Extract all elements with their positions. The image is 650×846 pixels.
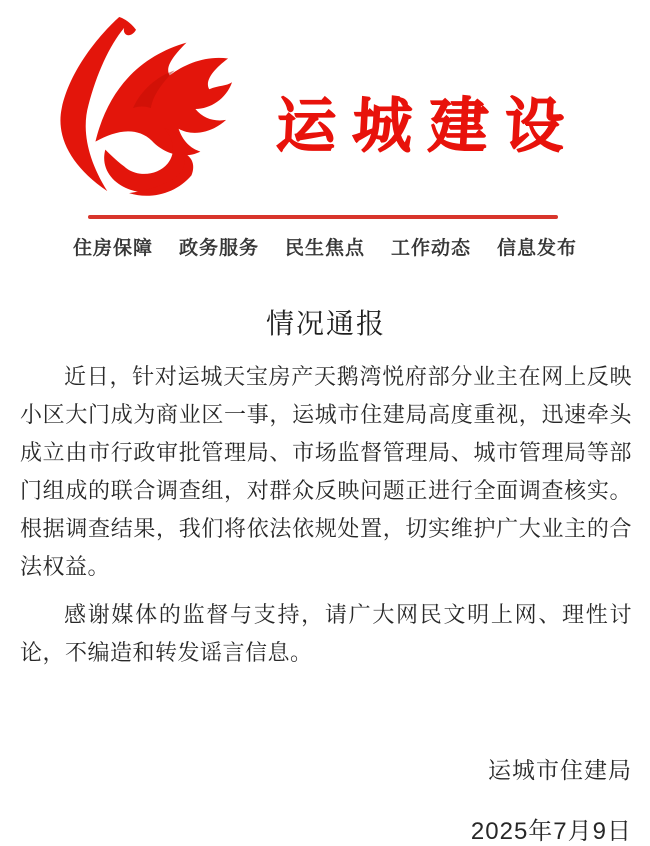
notice-signature: 运城市住建局 (488, 757, 632, 783)
nav-item-information-release[interactable]: 信息发布 (497, 238, 578, 259)
phoenix-ribbon-logo-icon (38, 12, 236, 208)
nav-item-work-updates[interactable]: 工作动态 (391, 238, 472, 259)
notice-date: 2025年7月9日 (470, 818, 632, 845)
nav-item-government-services[interactable]: 政务服务 (178, 238, 259, 259)
nav-item-livelihood-focus[interactable]: 民生焦点 (284, 238, 365, 259)
notice-title: 情况通报 (265, 308, 386, 339)
masthead (0, 0, 650, 266)
red-divider-line (88, 215, 558, 219)
brand-title: 运城建设 (274, 92, 582, 159)
notice-paragraph-1: 近日，针对运城天宝房产天鹅湾悦府部分业主在网上反映小区大门成为商业区一事，运城市住建局高度重视，迅速牵头成立由市行政审批管理局、市场监督管理局、城市管理局等部门组成的联合调查组，对群众反映问题正进行全面调查核实。根据调查结果，我们将依法依规处置，切实维护广大业主的合法权益。 (20, 364, 632, 579)
notice-body (0, 302, 650, 846)
main-nav (0, 233, 650, 260)
notice-paragraph-2: 感谢媒体的监督与支持，请广大网民文明上网、理性讨论，不编造和转发谣言信息。 (20, 602, 632, 665)
nav-item-housing-security[interactable]: 住房保障 (72, 238, 153, 259)
